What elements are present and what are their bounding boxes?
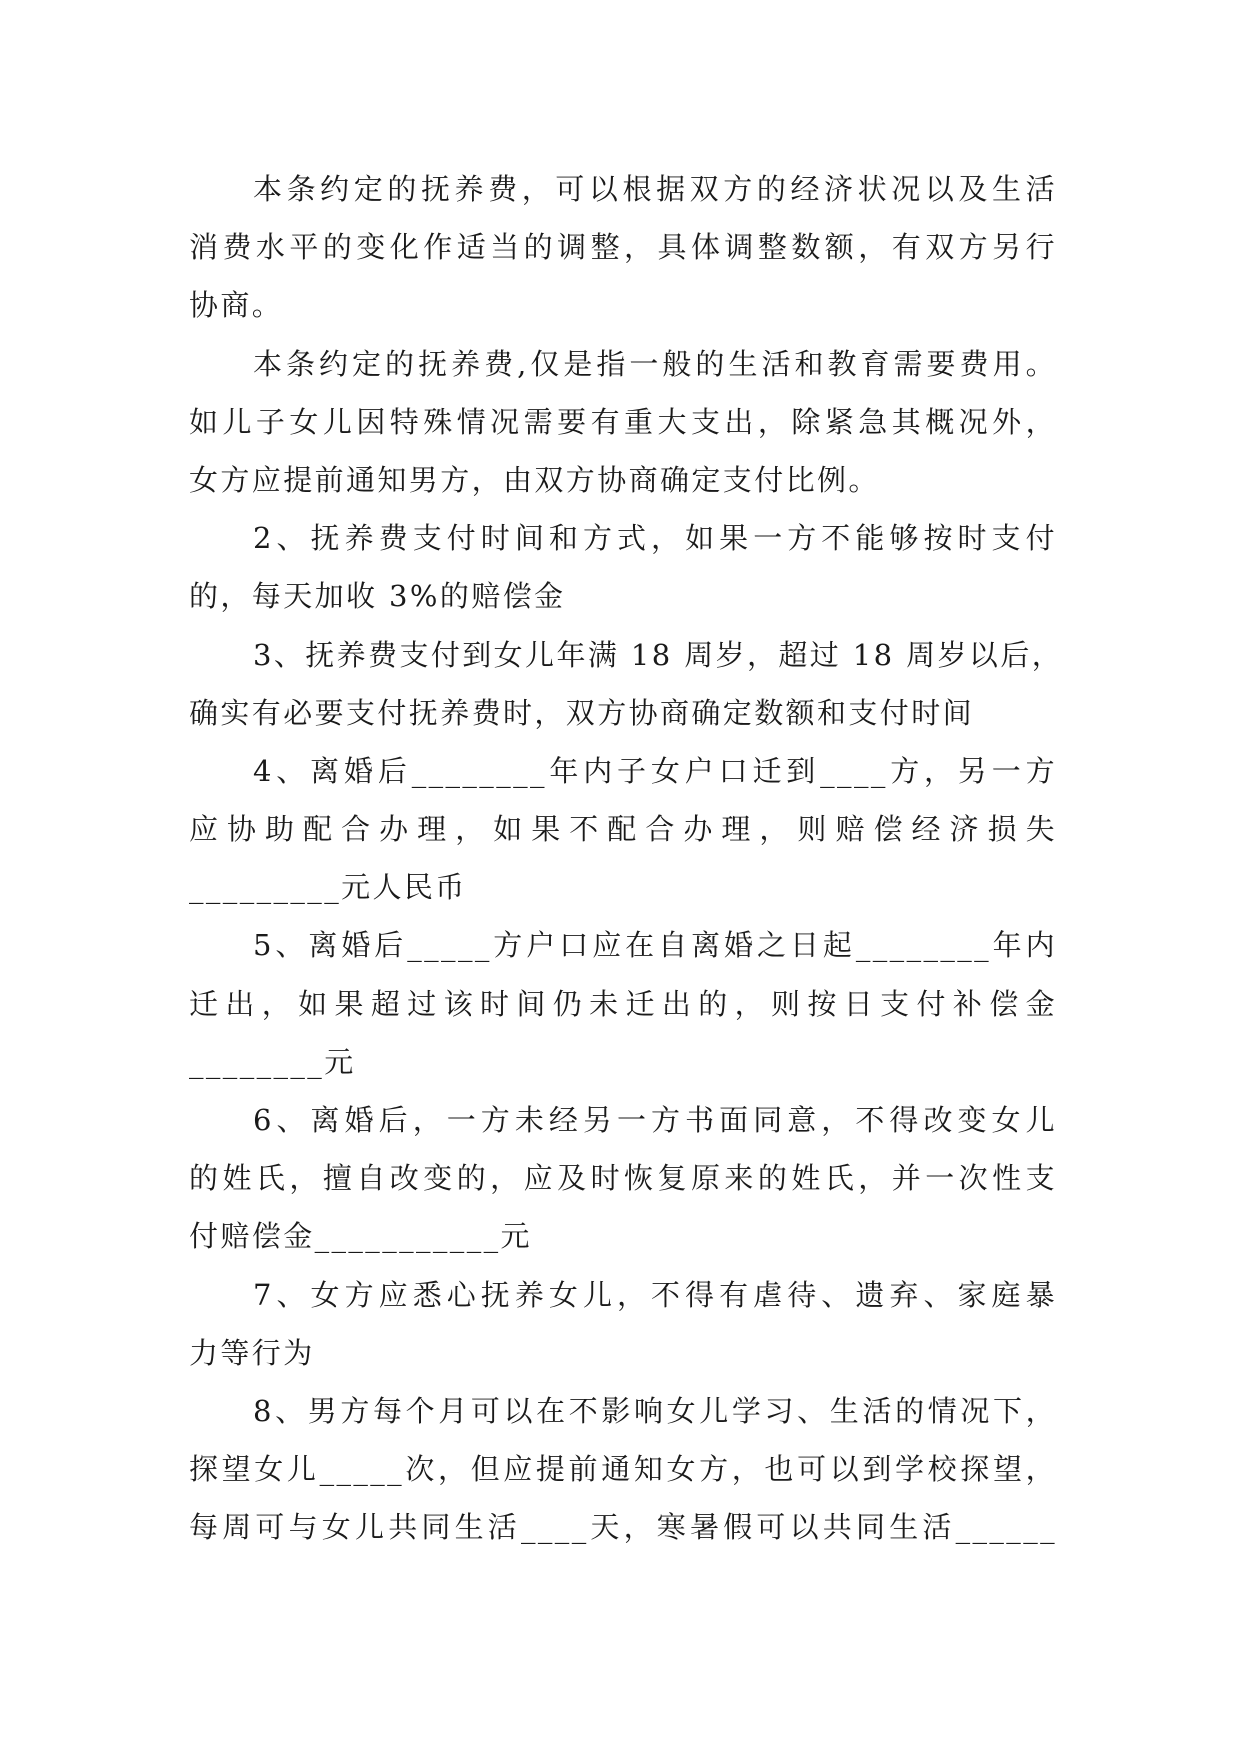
document-line: 迁出，如果超过该时间仍未迁出的，则按日支付补偿金 bbox=[189, 986, 1057, 1021]
document-line: 本条约定的抚养费，可以根据双方的经济状况以及生活 bbox=[253, 172, 1057, 206]
document-line: 5、离婚后_____方户口应在自离婚之日起________年内 bbox=[253, 928, 1057, 963]
document-line: 探望女儿_____次，但应提前通知女方，也可以到学校探望， bbox=[189, 1452, 1057, 1487]
document-line: 女方应提前通知男方，由双方协商确定支付比例。 bbox=[189, 462, 880, 497]
document-line: 的姓氏，擅自改变的，应及时恢复原来的姓氏，并一次性支 bbox=[189, 1161, 1057, 1196]
document-line: 4、离婚后________年内子女户口迁到____方，另一方 bbox=[253, 753, 1057, 788]
document-line: 8、男方每个月可以在不影响女儿学习、生活的情况下， bbox=[253, 1393, 1057, 1428]
document-line: 每周可与女儿共同生活____天，寒暑假可以共同生活______ bbox=[189, 1510, 1057, 1545]
document-line: 力等行为 bbox=[189, 1335, 315, 1370]
document-line: 确实有必要支付抚养费时，双方协商确定数额和支付时间 bbox=[189, 695, 975, 730]
document-line: _________元人民币 bbox=[189, 870, 467, 905]
document-line: 应协助配合办理，如果不配合办理，则赔偿经济损失 bbox=[189, 812, 1057, 847]
document-line: 协商。 bbox=[189, 288, 284, 323]
document-line: 如儿子女儿因特殊情况需要有重大支出，除紧急其概况外， bbox=[189, 404, 1057, 439]
document-line: 的，每天加收 3%的赔偿金 bbox=[189, 579, 566, 614]
document-line: ________元 bbox=[189, 1044, 356, 1079]
document-line: 2、抚养费支付时间和方式，如果一方不能够按时支付 bbox=[253, 521, 1057, 556]
document-line: 7、女方应悉心抚养女儿，不得有虐待、遗弃、家庭暴 bbox=[253, 1277, 1057, 1312]
document-line: 3、抚养费支付到女儿年满 18 周岁，超过 18 周岁以后， bbox=[253, 637, 1064, 672]
document-line: 付赔偿金___________元 bbox=[189, 1219, 532, 1254]
document-line: 6、离婚后，一方未经另一方书面同意，不得改变女儿 bbox=[253, 1103, 1057, 1137]
document-line: 本条约定的抚养费,仅是指一般的生活和教育需要费用。 bbox=[253, 346, 1057, 381]
document-body bbox=[189, 160, 1064, 1557]
document-line: 消费水平的变化作适当的调整，具体调整数额，有双方另行 bbox=[189, 230, 1057, 265]
